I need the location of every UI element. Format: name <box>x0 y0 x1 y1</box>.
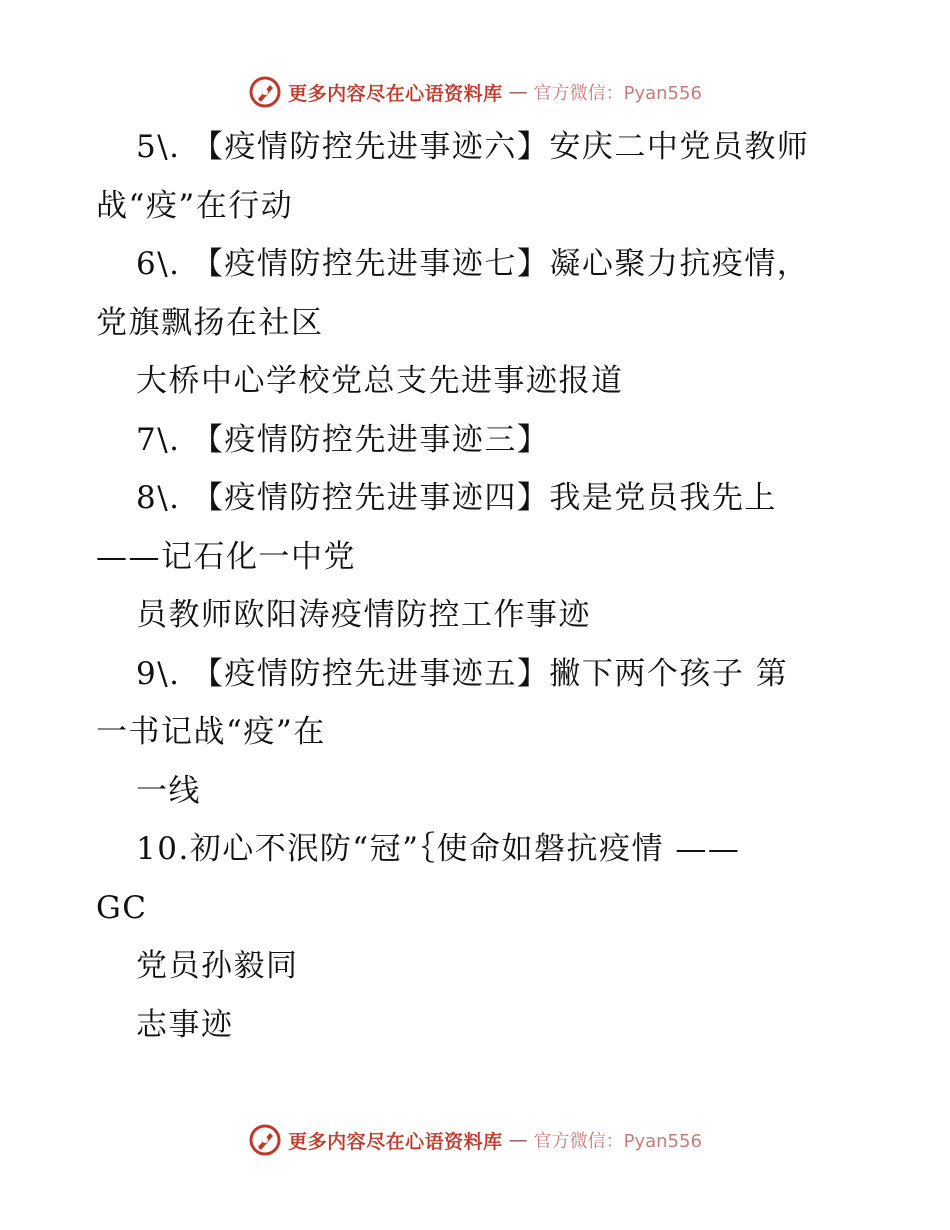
pen-seal-logo-icon <box>248 75 282 109</box>
document-line: 10.初心不泯防“冠”｛使命如磐抗疫情 —— <box>136 831 741 867</box>
banner-brand-text: 更多内容尽在心语资料库 <box>288 82 503 105</box>
header-banner <box>0 72 950 112</box>
document-line: 5\. 【疫情防控先进事迹六】安庆二中党员教师 <box>136 129 810 165</box>
document-line: 9\. 【疫情防控先进事迹五】撇下两个孩子 第 <box>136 655 789 692</box>
footer-banner <box>0 1120 950 1160</box>
banner-separator: — <box>508 1129 528 1151</box>
pen-seal-logo-icon <box>248 1123 282 1157</box>
document-line: 7\. 【疫情防控先进事迹三】 <box>136 421 550 458</box>
document-line: 党旗飘扬在社区 <box>96 304 324 341</box>
document-line: 6\. 【疫情防控先进事迹七】凝心聚力抗疫情， <box>136 246 810 282</box>
banner-wechat-text: 官方微信：Pyan556 <box>533 1131 702 1152</box>
document-line: 8\. 【疫情防控先进事迹四】我是党员我先上 <box>136 480 777 516</box>
document-line: 党员孙毅同 <box>136 948 299 984</box>
document-line: 战“疫”在行动 <box>96 187 294 224</box>
document-line: 大桥中心学校党总支先进事迹报道 <box>136 363 624 399</box>
document-body <box>96 118 866 1054</box>
document-line: 志事迹 <box>136 1006 234 1043</box>
banner-separator: — <box>508 81 528 103</box>
banner-wechat-text: 官方微信：Pyan556 <box>533 83 702 104</box>
document-line: GC <box>96 889 148 926</box>
document-line: 一线 <box>136 772 201 809</box>
banner-brand-text: 更多内容尽在心语资料库 <box>288 1130 503 1153</box>
document-line: 一书记战“疫”在 <box>96 714 326 750</box>
document-line: 员教师欧阳涛疫情防控工作事迹 <box>136 597 591 633</box>
document-line: ——记石化一中党 <box>96 538 356 575</box>
